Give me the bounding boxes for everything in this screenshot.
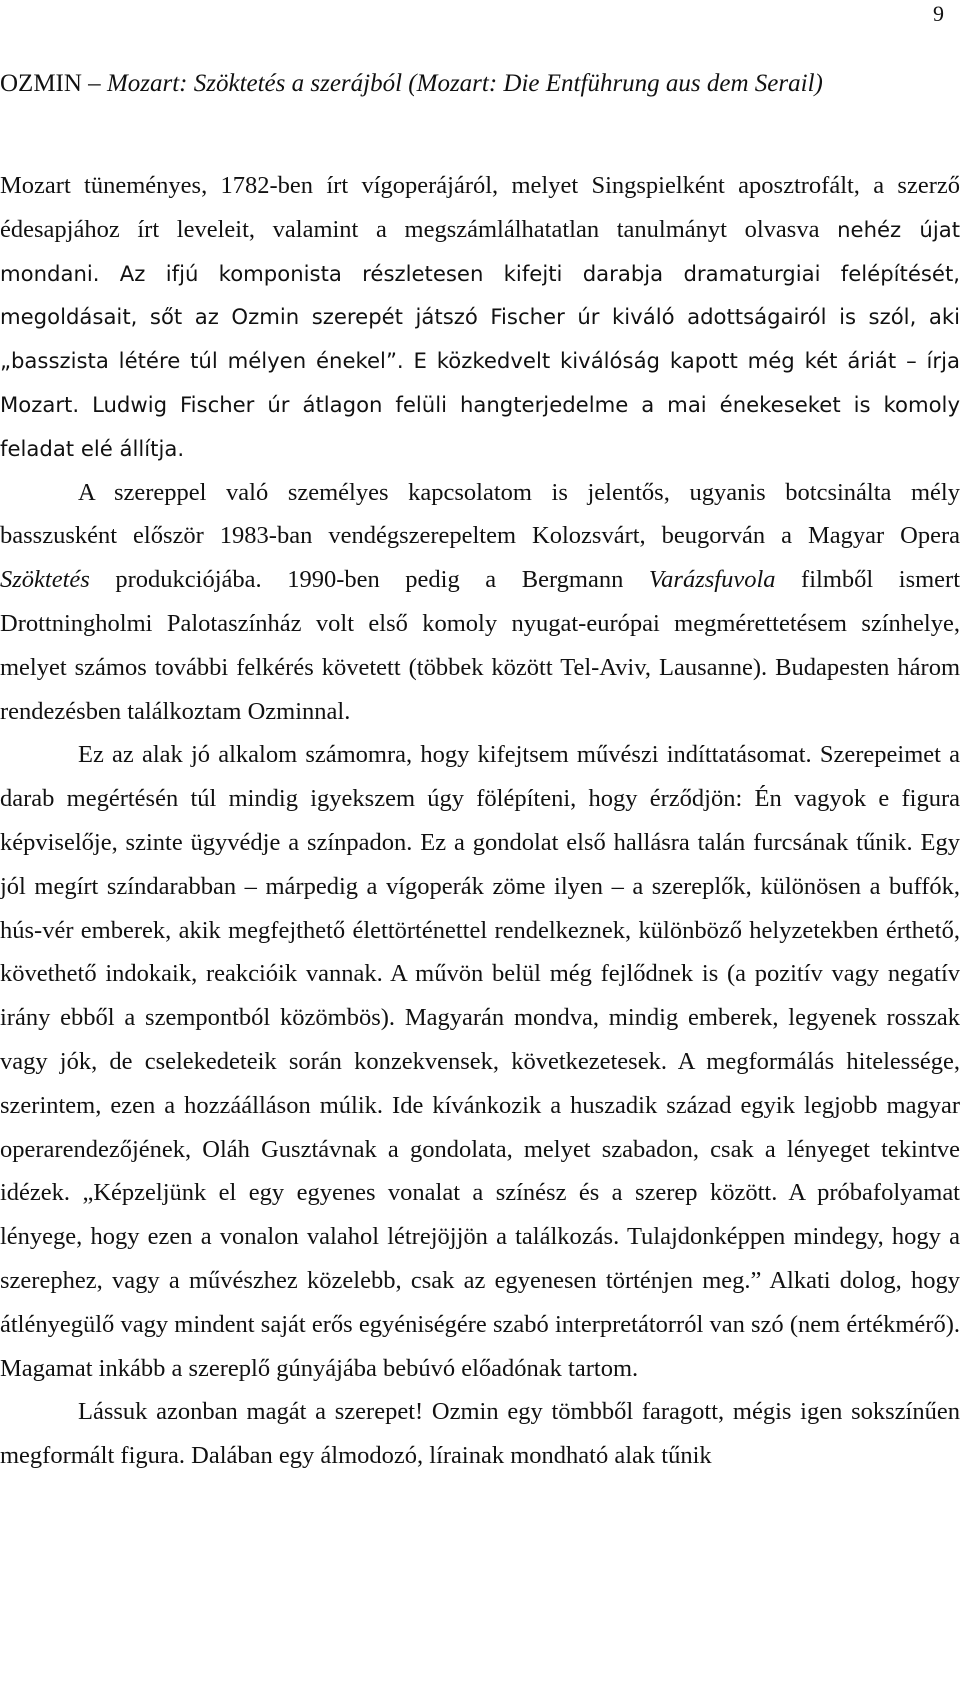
paragraph-2-part-c: filmből ismert Drottningholmi Palotaszínház volt első komoly nyugat-európai megmérettetésem színhelye, melyet számos további felkérés követett (többek között Tel-Aviv, Lausanne). Budapesten három rendezésben találkoztam Ozminnal.	[0, 566, 960, 725]
paragraph-1-sans: nehéz újat mondani. Az ifjú komponista részletesen kifejti darabja dramaturgiai felépítését, megoldásait, sőt az Ozmin szerepét játszó Fischer úr kiváló adottságairól is szól, aki „basszista létére túl mélyen énekel”. E közkedvelt kiválóság kapott még két áriát – írja Mozart. Ludwig Fischer úr átlagon felüli hangterjedelme a mai énekeseket is komoly feladat elé állítja.	[0, 216, 960, 461]
paragraph-1	[0, 164, 960, 471]
body-text	[0, 164, 960, 1478]
paragraph-4: Lássuk azonban magát a szerepet! Ozmin egy tömbből faragott, mégis igen sokszínűen megformált figura. Dalában egy álmodozó, lírainak mondható alak tűnik	[0, 1398, 960, 1470]
paragraph-2-part-a: A szereppel való személyes kapcsolatom is jelentős, ugyanis botcsinálta mély basszusként először 1983-ban vendégszerepeltem Kolozsvárt, beugorván a Magyar Opera	[0, 478, 960, 550]
paragraph-2-part-b: produkciójába. 1990-ben pedig a Bergmann	[89, 566, 649, 594]
heading-label: OZMIN –	[0, 70, 107, 97]
paragraph-2	[0, 471, 960, 734]
paragraph-2-italic-varazsfuvola: Varázsfuvola	[648, 566, 776, 594]
paragraph-3: Ez az alak jó alkalom számomra, hogy kifejtsem művészi indíttatásomat. Szerepeimet a darab megértésén túl mindig igyekszem úgy fölépíteni, hogy érződjön: Én vagyok e figura képviselője, szinte ügyvédje a színpadon. Ez a gondolat első hallásra talán furcsának tűnik. Egy jól megírt színdarabban – márpedig a vígoperák zöme ilyen – a szereplők, különösen a buffók, hús-vér emberek, akik megfejthető élettörténettel rendelkeznek, különböző helyzetekben érthető, követhető indokaik, reakcióik vannak. A művön belül még fejlődnek is (a pozitív vagy negatív irány ebből a szempontból közömbös). Magyarán mondva, mindig emberek, legyenek rosszak vagy jók, de cselekedeteik során konzekvensek, következetesek. A megformálás hitelessége, szerintem, ezen a hozzáálláson múlik. Ide kívánkozik a huszadik század egyik legjobb magyar operarendezőjének, Oláh Gusztávnak a gondolata, melyet szabadon, csak a lényeget tekintve idézek. „Képzeljünk el egy egyenes vonalat a színész és a szerep között. A próbafolyamat lényege, hogy ezen a vonalon valahol létrejöjjön a találkozás. Tulajdonképpen mindegy, hogy a szerephez, vagy a művészhez közelebb, csak az egyenesen történjen meg.” Alkati dolog, hogy átlényegülő vagy mindent saját erős egyéniségére szabó interpretátorról van szó (nem értékmérő). Magamat inkább a szereplő gúnyájába bebúvó előadónak tartom.	[0, 741, 960, 1382]
paragraph-1-serif: Mozart tüneményes, 1782-ben írt vígoperájáról, melyet Singspielként aposztrofált, a szerző édesapjához írt leveleit, valamint a megszámlálhatatlan tanulmányt olvasva	[0, 172, 960, 243]
heading-work-title: Mozart: Szöktetés a szerájból (Mozart: Die Entführung aus dem Serail)	[106, 70, 823, 97]
paragraph-2-italic-szoktetes: Szöktetés	[0, 566, 90, 594]
page-number: 9	[933, 1, 944, 26]
section-heading	[0, 66, 823, 102]
